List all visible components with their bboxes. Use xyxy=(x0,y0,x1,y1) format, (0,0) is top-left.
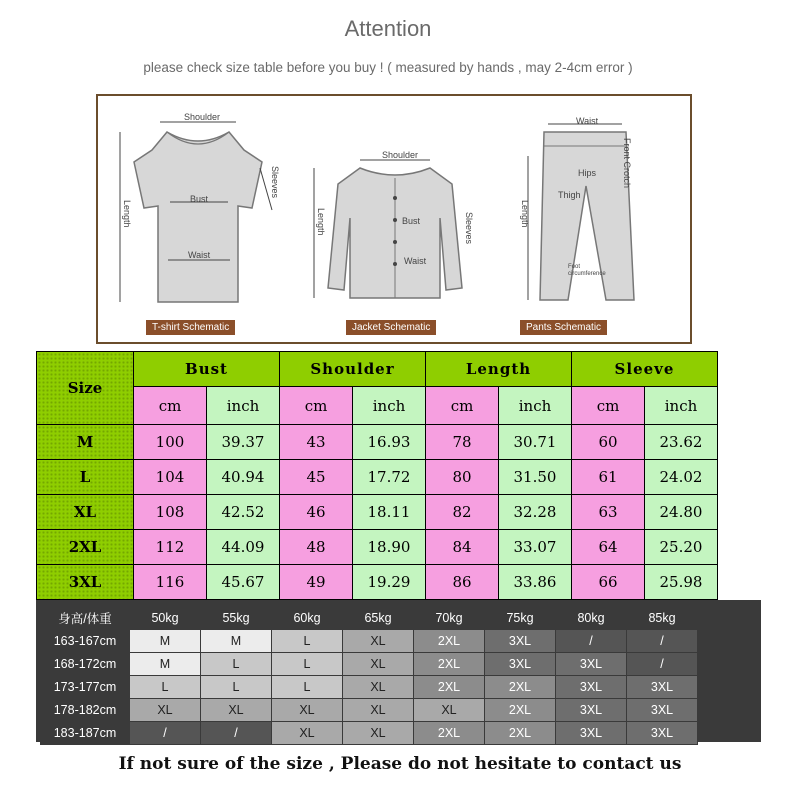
jacket-shoulder-label: Shoulder xyxy=(382,150,419,160)
size-value-inch: 45.67 xyxy=(207,565,280,600)
size-recommendation-cell: 2XL xyxy=(485,676,556,699)
weight-header: 55kg xyxy=(201,607,272,630)
tshirt-bust-label: Bust xyxy=(190,194,209,204)
size-recommendation-cell: L xyxy=(272,630,343,653)
group-header-bust: Bust xyxy=(134,352,280,387)
jacket-length-label: Length xyxy=(316,208,326,236)
size-value-inch: 23.62 xyxy=(645,425,718,460)
height-row xyxy=(41,630,698,653)
tshirt-length-label: Length xyxy=(122,200,132,228)
weight-header: 65kg xyxy=(343,607,414,630)
size-value-cm: 112 xyxy=(134,530,207,565)
jacket-schematic xyxy=(310,148,480,340)
jacket-waist-label: Waist xyxy=(404,256,427,266)
size-recommendation-cell: 3XL xyxy=(627,722,698,745)
size-table xyxy=(36,351,718,600)
pants-length-label: Length xyxy=(520,200,530,228)
size-recommendation-cell: XL xyxy=(272,722,343,745)
weight-header: 85kg xyxy=(627,607,698,630)
size-rows xyxy=(37,425,718,600)
size-recommendation-cell: 3XL xyxy=(556,653,627,676)
size-value-inch: 25.98 xyxy=(645,565,718,600)
size-value-inch: 33.86 xyxy=(499,565,572,600)
size-value-cm: 64 xyxy=(572,530,645,565)
size-value-cm: 46 xyxy=(280,495,353,530)
attention-subtitle: please check size table before you buy ! ( measured by hands , may 2-4cm error ) xyxy=(143,60,633,75)
size-value-inch: 42.52 xyxy=(207,495,280,530)
size-value-cm: 84 xyxy=(426,530,499,565)
unit-cm: cm xyxy=(572,387,645,425)
size-recommendation-cell: 2XL xyxy=(414,676,485,699)
tshirt-schematic xyxy=(112,110,282,340)
group-header-shoulder: Shoulder xyxy=(280,352,426,387)
size-label: L xyxy=(37,460,134,495)
attention-title: Attention xyxy=(344,16,432,41)
size-recommendation-cell: M xyxy=(130,630,201,653)
size-recommendation-cell: 2XL xyxy=(414,722,485,745)
size-recommendation-cell: XL xyxy=(343,653,414,676)
weight-header: 60kg xyxy=(272,607,343,630)
size-recommendation-cell: 2XL xyxy=(414,630,485,653)
size-value-inch: 39.37 xyxy=(207,425,280,460)
size-value-cm: 82 xyxy=(426,495,499,530)
size-value-cm: 100 xyxy=(134,425,207,460)
tshirt-sleeves-label: Sleeves xyxy=(270,166,280,199)
size-value-cm: 60 xyxy=(572,425,645,460)
size-recommendation-cell: 2XL xyxy=(485,699,556,722)
weight-height-rows xyxy=(41,630,698,745)
size-row xyxy=(37,425,718,460)
size-recommendation-cell: L xyxy=(272,676,343,699)
pants-thigh-label: Thigh xyxy=(558,190,581,200)
size-recommendation-cell: 3XL xyxy=(556,699,627,722)
size-value-inch: 33.07 xyxy=(499,530,572,565)
height-row xyxy=(41,722,698,745)
size-label: XL xyxy=(37,495,134,530)
weight-header: 75kg xyxy=(485,607,556,630)
pants-schematic xyxy=(510,116,680,340)
size-recommendation-cell: M xyxy=(130,653,201,676)
pants-foot-label: Foot circumference xyxy=(568,264,606,277)
size-recommendation-cell: XL xyxy=(130,699,201,722)
unit-cm: cm xyxy=(134,387,207,425)
height-label: 173-177cm xyxy=(41,676,130,699)
size-value-cm: 66 xyxy=(572,565,645,600)
size-value-cm: 45 xyxy=(280,460,353,495)
size-value-inch: 25.20 xyxy=(645,530,718,565)
weight-height-chart xyxy=(36,600,761,742)
size-recommendation-cell: 3XL xyxy=(556,676,627,699)
size-recommendation-cell: 3XL xyxy=(627,699,698,722)
size-recommendation-cell: XL xyxy=(343,630,414,653)
pants-hips-label: Hips xyxy=(578,168,597,178)
size-value-cm: 61 xyxy=(572,460,645,495)
tshirt-shoulder-label: Shoulder xyxy=(184,112,221,122)
size-value-inch: 16.93 xyxy=(353,425,426,460)
size-value-inch: 31.50 xyxy=(499,460,572,495)
size-recommendation-cell: L xyxy=(201,676,272,699)
size-recommendation-cell: L xyxy=(272,653,343,676)
size-label: 3XL xyxy=(37,565,134,600)
size-header: Size xyxy=(37,352,134,425)
size-recommendation-cell: 2XL xyxy=(414,653,485,676)
size-recommendation-cell: XL xyxy=(343,699,414,722)
tshirt-drawing xyxy=(112,110,282,310)
size-value-inch: 44.09 xyxy=(207,530,280,565)
pants-waist-label: Waist xyxy=(576,116,599,126)
height-row xyxy=(41,699,698,722)
unit-inch: inch xyxy=(207,387,280,425)
size-value-cm: 104 xyxy=(134,460,207,495)
unit-cm: cm xyxy=(280,387,353,425)
size-recommendation-cell: 3XL xyxy=(485,630,556,653)
group-header-length: Length xyxy=(426,352,572,387)
size-recommendation-cell: XL xyxy=(414,699,485,722)
size-value-inch: 17.72 xyxy=(353,460,426,495)
size-recommendation-cell: / xyxy=(627,653,698,676)
height-label: 168-172cm xyxy=(41,653,130,676)
size-recommendation-cell: 3XL xyxy=(556,722,627,745)
corner-label: 身高/体重 xyxy=(41,607,130,630)
unit-inch: inch xyxy=(353,387,426,425)
size-value-cm: 48 xyxy=(280,530,353,565)
size-recommendation-cell: 3XL xyxy=(627,676,698,699)
size-value-cm: 63 xyxy=(572,495,645,530)
jacket-schematic-label: Jacket Schematic xyxy=(346,320,436,335)
weight-header: 50kg xyxy=(130,607,201,630)
footer-contact-note: If not sure of the size , Please do not hesitate to contact us xyxy=(118,754,682,774)
group-header-sleeve: Sleeve xyxy=(572,352,718,387)
size-table-grid xyxy=(36,351,718,600)
size-value-cm: 80 xyxy=(426,460,499,495)
jacket-sleeves-label: Sleeves xyxy=(464,212,474,245)
size-recommendation-cell: / xyxy=(556,630,627,653)
height-label: 163-167cm xyxy=(41,630,130,653)
size-value-cm: 116 xyxy=(134,565,207,600)
size-recommendation-cell: XL xyxy=(343,676,414,699)
size-recommendation-cell: L xyxy=(201,653,272,676)
unit-cm: cm xyxy=(426,387,499,425)
size-row xyxy=(37,530,718,565)
size-value-inch: 32.28 xyxy=(499,495,572,530)
size-recommendation-cell: XL xyxy=(201,699,272,722)
weight-height-grid xyxy=(40,606,698,745)
tshirt-schematic-label: T-shirt Schematic xyxy=(146,320,235,335)
size-recommendation-cell: M xyxy=(201,630,272,653)
height-row xyxy=(41,653,698,676)
size-recommendation-cell: XL xyxy=(272,699,343,722)
size-value-inch: 18.11 xyxy=(353,495,426,530)
size-value-cm: 86 xyxy=(426,565,499,600)
weight-header: 80kg xyxy=(556,607,627,630)
height-label: 183-187cm xyxy=(41,722,130,745)
jacket-bust-label: Bust xyxy=(402,216,421,226)
pants-front-crotch-label: Front Crotch xyxy=(622,138,632,189)
size-recommendation-cell: / xyxy=(201,722,272,745)
size-value-inch: 19.29 xyxy=(353,565,426,600)
size-value-cm: 108 xyxy=(134,495,207,530)
size-label: M xyxy=(37,425,134,460)
weight-header: 70kg xyxy=(414,607,485,630)
size-recommendation-cell: 2XL xyxy=(485,722,556,745)
size-value-inch: 40.94 xyxy=(207,460,280,495)
size-label: 2XL xyxy=(37,530,134,565)
unit-inch: inch xyxy=(645,387,718,425)
size-value-cm: 43 xyxy=(280,425,353,460)
schematic-frame xyxy=(96,94,692,344)
height-label: 178-182cm xyxy=(41,699,130,722)
size-recommendation-cell: 3XL xyxy=(485,653,556,676)
size-value-inch: 30.71 xyxy=(499,425,572,460)
pants-schematic-label: Pants Schematic xyxy=(520,320,607,335)
jacket-drawing xyxy=(310,148,480,308)
size-value-cm: 49 xyxy=(280,565,353,600)
tshirt-waist-label: Waist xyxy=(188,250,211,260)
size-value-cm: 78 xyxy=(426,425,499,460)
height-row xyxy=(41,676,698,699)
size-value-inch: 24.02 xyxy=(645,460,718,495)
size-value-inch: 18.90 xyxy=(353,530,426,565)
size-recommendation-cell: / xyxy=(130,722,201,745)
size-recommendation-cell: XL xyxy=(343,722,414,745)
size-recommendation-cell: / xyxy=(627,630,698,653)
size-row xyxy=(37,565,718,600)
size-recommendation-cell: L xyxy=(130,676,201,699)
size-row xyxy=(37,495,718,530)
unit-inch: inch xyxy=(499,387,572,425)
size-row xyxy=(37,460,718,495)
size-value-inch: 24.80 xyxy=(645,495,718,530)
